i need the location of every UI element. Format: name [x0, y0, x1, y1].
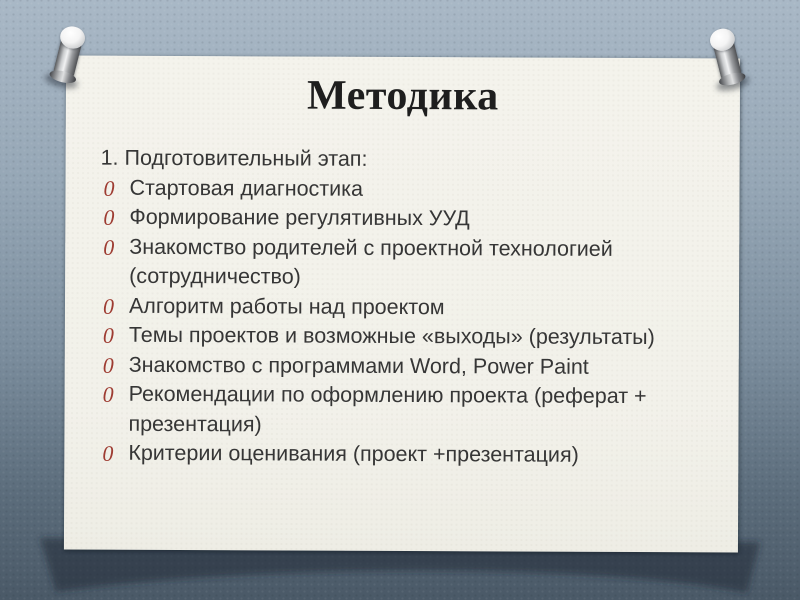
slide-content [99, 144, 715, 471]
list-item [100, 291, 715, 323]
bullet-zero-icon: 0 [102, 381, 114, 407]
list-item-text: Знакомство с программами Word, Power Paint [128, 352, 589, 379]
list-item [99, 380, 714, 442]
list-item [100, 232, 715, 294]
list-item [100, 203, 715, 235]
list-item-text: Рекомендации по оформлению проекта (реферат + презентация) [128, 381, 647, 436]
slide-title: Методика [306, 72, 499, 120]
list-item-text: Алгоритм работы над проектом [128, 293, 445, 319]
bullet-zero-icon: 0 [103, 204, 115, 230]
list-item [100, 321, 715, 353]
list-item-text: Стартовая диагностика [129, 175, 364, 201]
bullet-zero-icon: 0 [102, 352, 114, 378]
list-item-text: Формирование регулятивных УУД [129, 204, 470, 231]
bullet-zero-icon: 0 [102, 440, 114, 466]
bullet-zero-icon: 0 [102, 293, 115, 319]
section-heading: 1. Подготовительный этап: [100, 145, 368, 171]
slide-paper [64, 56, 740, 553]
list-item [100, 350, 715, 382]
list-item [100, 173, 715, 205]
list-item-text: Знакомство родителей с проектной технологией (сотрудничество) [129, 234, 613, 289]
list-item [99, 439, 714, 471]
list-item-text: Темы проектов и возможные «выходы» (результаты) [128, 322, 655, 350]
bullet-zero-icon: 0 [103, 234, 115, 260]
bullet-zero-icon: 0 [102, 322, 114, 348]
list-item-text: Критерии оценивания (проект +презентация) [128, 440, 579, 467]
bullet-zero-icon: 0 [103, 175, 115, 201]
bullet-list [99, 173, 715, 471]
